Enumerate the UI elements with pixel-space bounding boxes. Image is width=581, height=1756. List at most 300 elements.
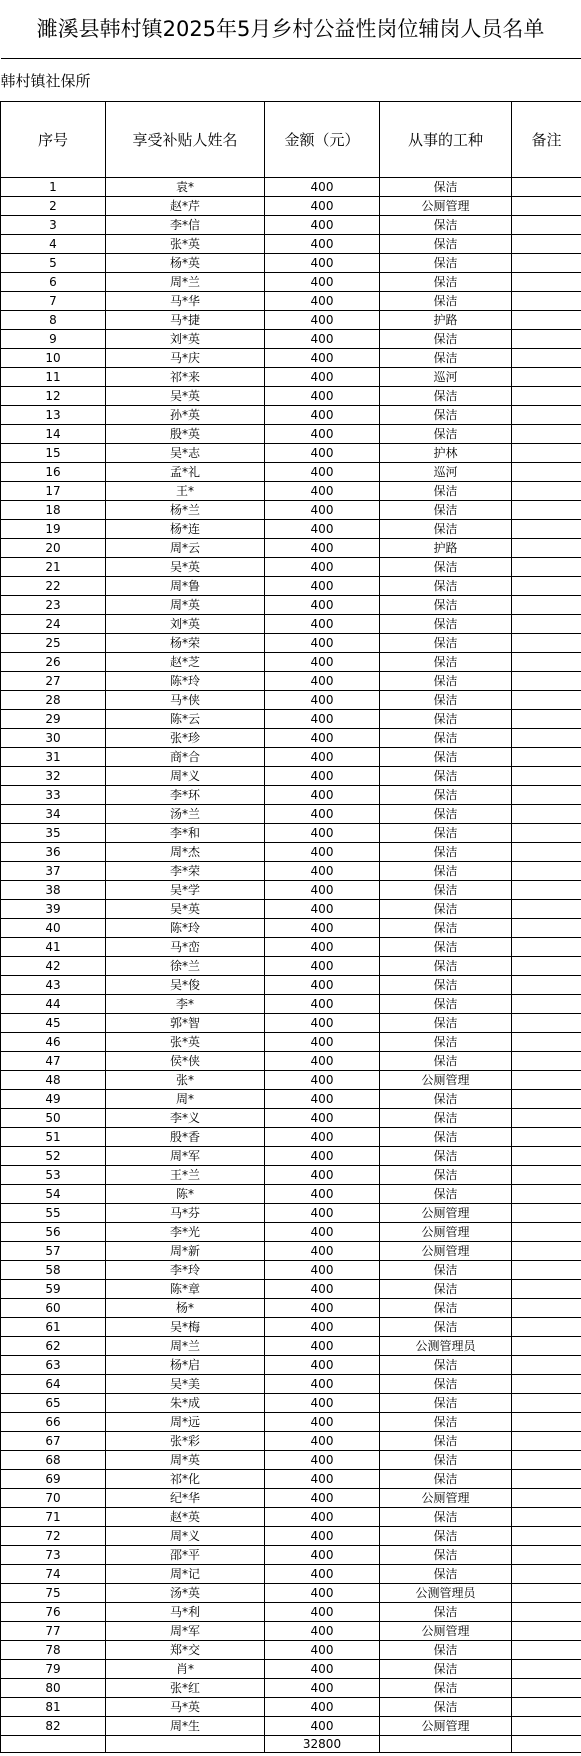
cell-no: 4 (1, 235, 106, 254)
cell-job: 保洁 (380, 1356, 512, 1375)
table-row (1, 1451, 581, 1470)
table-row (1, 767, 581, 786)
cell-note (512, 1584, 581, 1603)
cell-job: 保洁 (380, 767, 512, 786)
cell-no: 63 (1, 1356, 106, 1375)
cell-note (512, 1622, 581, 1641)
cell-name: 杨*启 (106, 1356, 265, 1375)
cell-job: 保洁 (380, 482, 512, 501)
cell-name: 袁* (106, 178, 265, 197)
table-row (1, 368, 581, 387)
cell-no: 19 (1, 520, 106, 539)
cell-no: 48 (1, 1071, 106, 1090)
cell-name: 祁*来 (106, 368, 265, 387)
table-row (1, 748, 581, 767)
header-note: 备注 (512, 102, 581, 178)
cell-name: 陈*章 (106, 1280, 265, 1299)
cell-amount: 400 (265, 482, 380, 501)
cell-amount: 400 (265, 520, 380, 539)
cell-amount: 400 (265, 539, 380, 558)
unit-label: 韩村镇社保所 (1, 59, 581, 102)
cell-name: 陈*玲 (106, 672, 265, 691)
cell-note (512, 1641, 581, 1660)
cell-note (512, 1508, 581, 1527)
cell-no: 13 (1, 406, 106, 425)
table-row (1, 577, 581, 596)
cell-no: 77 (1, 1622, 106, 1641)
cell-name: 汤*英 (106, 1584, 265, 1603)
cell-no: 65 (1, 1394, 106, 1413)
cell-job: 保洁 (380, 938, 512, 957)
cell-job: 公厕管理 (380, 1204, 512, 1223)
table-row (1, 786, 581, 805)
cell-note (512, 558, 581, 577)
cell-name: 刘*英 (106, 330, 265, 349)
table-row (1, 995, 581, 1014)
cell-job: 保洁 (380, 292, 512, 311)
cell-amount: 400 (265, 1508, 380, 1527)
cell-no: 60 (1, 1299, 106, 1318)
table-row (1, 311, 581, 330)
table-row (1, 444, 581, 463)
cell-amount: 400 (265, 1356, 380, 1375)
cell-amount: 400 (265, 729, 380, 748)
cell-job: 保洁 (380, 596, 512, 615)
cell-no: 64 (1, 1375, 106, 1394)
cell-job: 保洁 (380, 1698, 512, 1717)
cell-job: 保洁 (380, 1166, 512, 1185)
cell-name: 马*华 (106, 292, 265, 311)
cell-note (512, 1280, 581, 1299)
table-row (1, 843, 581, 862)
cell-job: 公厕管理 (380, 1717, 512, 1736)
cell-note (512, 178, 581, 197)
cell-job: 保洁 (380, 843, 512, 862)
cell-amount: 400 (265, 178, 380, 197)
cell-no: 38 (1, 881, 106, 900)
cell-amount: 400 (265, 216, 380, 235)
cell-no: 68 (1, 1451, 106, 1470)
table-row (1, 1128, 581, 1147)
table-row (1, 539, 581, 558)
cell-note (512, 1451, 581, 1470)
table-row (1, 1261, 581, 1280)
cell-note (512, 1337, 581, 1356)
cell-no: 5 (1, 254, 106, 273)
cell-no: 36 (1, 843, 106, 862)
cell-no: 69 (1, 1470, 106, 1489)
cell-note (512, 463, 581, 482)
cell-amount: 400 (265, 824, 380, 843)
cell-note (512, 1223, 581, 1242)
cell-note (512, 653, 581, 672)
cell-amount: 400 (265, 311, 380, 330)
table-row (1, 615, 581, 634)
cell-note (512, 976, 581, 995)
cell-note (512, 520, 581, 539)
total-label (1, 1736, 106, 1753)
cell-amount: 400 (265, 235, 380, 254)
cell-job: 保洁 (380, 1318, 512, 1337)
table-row (1, 1147, 581, 1166)
cell-job: 保洁 (380, 216, 512, 235)
cell-job: 保洁 (380, 1014, 512, 1033)
cell-job: 巡河 (380, 368, 512, 387)
cell-amount: 400 (265, 1432, 380, 1451)
cell-name: 马*侠 (106, 691, 265, 710)
cell-job: 保洁 (380, 1546, 512, 1565)
cell-no: 20 (1, 539, 106, 558)
table-row (1, 653, 581, 672)
cell-job: 保洁 (380, 1033, 512, 1052)
cell-amount: 400 (265, 1603, 380, 1622)
cell-amount: 400 (265, 273, 380, 292)
cell-name: 郭*智 (106, 1014, 265, 1033)
cell-note (512, 1489, 581, 1508)
cell-note (512, 1204, 581, 1223)
cell-amount: 400 (265, 1242, 380, 1261)
header-no: 序号 (1, 102, 106, 178)
table-row (1, 330, 581, 349)
cell-no: 40 (1, 919, 106, 938)
cell-no: 45 (1, 1014, 106, 1033)
cell-amount: 400 (265, 1698, 380, 1717)
cell-no: 79 (1, 1660, 106, 1679)
cell-no: 44 (1, 995, 106, 1014)
cell-note (512, 596, 581, 615)
cell-amount: 400 (265, 558, 380, 577)
cell-note (512, 1185, 581, 1204)
cell-job: 保洁 (380, 349, 512, 368)
cell-job: 保洁 (380, 1470, 512, 1489)
table-row (1, 824, 581, 843)
table-row (1, 425, 581, 444)
cell-amount: 400 (265, 444, 380, 463)
cell-note (512, 330, 581, 349)
cell-amount: 400 (265, 767, 380, 786)
cell-note (512, 957, 581, 976)
cell-amount: 400 (265, 368, 380, 387)
table-row (1, 387, 581, 406)
table-row (1, 463, 581, 482)
cell-note (512, 710, 581, 729)
cell-note (512, 1071, 581, 1090)
cell-job: 保洁 (380, 672, 512, 691)
cell-no: 46 (1, 1033, 106, 1052)
header-job: 从事的工种 (380, 102, 512, 178)
staff-list-table (0, 58, 581, 1753)
cell-job: 保洁 (380, 1451, 512, 1470)
header-amount: 金额（元） (265, 102, 380, 178)
cell-job: 护路 (380, 311, 512, 330)
cell-name: 张*珍 (106, 729, 265, 748)
cell-note (512, 197, 581, 216)
table-row (1, 1242, 581, 1261)
cell-name: 周*杰 (106, 843, 265, 862)
cell-amount: 400 (265, 748, 380, 767)
cell-name: 周*兰 (106, 273, 265, 292)
cell-job: 公测管理员 (380, 1584, 512, 1603)
cell-amount: 400 (265, 1109, 380, 1128)
cell-name: 孙*英 (106, 406, 265, 425)
cell-job: 保洁 (380, 425, 512, 444)
table-row (1, 1717, 581, 1736)
cell-name: 张*彩 (106, 1432, 265, 1451)
cell-note (512, 881, 581, 900)
cell-job: 保洁 (380, 1109, 512, 1128)
cell-note (512, 425, 581, 444)
cell-no: 67 (1, 1432, 106, 1451)
cell-note (512, 786, 581, 805)
table-row (1, 254, 581, 273)
cell-job: 保洁 (380, 1147, 512, 1166)
cell-amount: 400 (265, 406, 380, 425)
cell-amount: 400 (265, 1451, 380, 1470)
cell-amount: 400 (265, 843, 380, 862)
cell-note (512, 1375, 581, 1394)
cell-job: 保洁 (380, 1299, 512, 1318)
cell-amount: 400 (265, 634, 380, 653)
cell-name: 吴*美 (106, 1375, 265, 1394)
cell-note (512, 1565, 581, 1584)
header-name: 享受补贴人姓名 (106, 102, 265, 178)
cell-amount: 400 (265, 1204, 380, 1223)
cell-no: 6 (1, 273, 106, 292)
cell-note (512, 729, 581, 748)
cell-no: 34 (1, 805, 106, 824)
cell-job: 保洁 (380, 1052, 512, 1071)
cell-no: 50 (1, 1109, 106, 1128)
cell-name: 侯*侠 (106, 1052, 265, 1071)
cell-no: 82 (1, 1717, 106, 1736)
cell-job: 护路 (380, 539, 512, 558)
cell-name: 陈*云 (106, 710, 265, 729)
cell-name: 吴*英 (106, 387, 265, 406)
cell-amount: 400 (265, 1679, 380, 1698)
total-empty (106, 1736, 265, 1753)
cell-job: 保洁 (380, 330, 512, 349)
cell-name: 祁*化 (106, 1470, 265, 1489)
cell-no: 55 (1, 1204, 106, 1223)
cell-note (512, 1470, 581, 1489)
cell-amount: 400 (265, 957, 380, 976)
cell-name: 马*芬 (106, 1204, 265, 1223)
cell-no: 78 (1, 1641, 106, 1660)
cell-amount: 400 (265, 1223, 380, 1242)
cell-amount: 400 (265, 349, 380, 368)
cell-amount: 400 (265, 1052, 380, 1071)
cell-name: 李* (106, 995, 265, 1014)
cell-amount: 400 (265, 1147, 380, 1166)
cell-job: 保洁 (380, 976, 512, 995)
cell-job: 保洁 (380, 634, 512, 653)
cell-amount: 400 (265, 919, 380, 938)
table-row (1, 957, 581, 976)
cell-amount: 400 (265, 577, 380, 596)
cell-job: 保洁 (380, 387, 512, 406)
cell-job: 保洁 (380, 615, 512, 634)
cell-name: 周*兰 (106, 1337, 265, 1356)
cell-note (512, 672, 581, 691)
cell-job: 保洁 (380, 406, 512, 425)
cell-job: 保洁 (380, 653, 512, 672)
cell-job: 公厕管理 (380, 197, 512, 216)
cell-note (512, 1603, 581, 1622)
cell-name: 杨*连 (106, 520, 265, 539)
cell-note (512, 1014, 581, 1033)
cell-note (512, 273, 581, 292)
cell-no: 53 (1, 1166, 106, 1185)
cell-note (512, 1318, 581, 1337)
cell-note (512, 995, 581, 1014)
cell-no: 21 (1, 558, 106, 577)
cell-amount: 400 (265, 786, 380, 805)
cell-job: 保洁 (380, 729, 512, 748)
cell-name: 周* (106, 1090, 265, 1109)
cell-amount: 400 (265, 1584, 380, 1603)
cell-no: 17 (1, 482, 106, 501)
cell-job: 保洁 (380, 1660, 512, 1679)
cell-note (512, 1128, 581, 1147)
cell-amount: 400 (265, 1033, 380, 1052)
table-row (1, 1679, 581, 1698)
cell-name: 纪*华 (106, 1489, 265, 1508)
cell-no: 27 (1, 672, 106, 691)
cell-name: 马*峦 (106, 938, 265, 957)
cell-name: 马*捷 (106, 311, 265, 330)
cell-amount: 400 (265, 1489, 380, 1508)
cell-no: 73 (1, 1546, 106, 1565)
cell-no: 31 (1, 748, 106, 767)
table-row (1, 1527, 581, 1546)
table-row (1, 1565, 581, 1584)
table-row (1, 881, 581, 900)
table-row (1, 1489, 581, 1508)
cell-amount: 400 (265, 672, 380, 691)
table-row (1, 178, 581, 197)
cell-no: 80 (1, 1679, 106, 1698)
cell-no: 58 (1, 1261, 106, 1280)
document-title: 濉溪县韩村镇2025年5月乡村公益性岗位辅岗人员名单 (36, 17, 545, 41)
cell-note (512, 900, 581, 919)
total-row (1, 1736, 581, 1753)
cell-no: 59 (1, 1280, 106, 1299)
cell-name: 吴*英 (106, 900, 265, 919)
table-row (1, 1641, 581, 1660)
cell-name: 李*环 (106, 786, 265, 805)
cell-no: 11 (1, 368, 106, 387)
table-row (1, 1280, 581, 1299)
cell-amount: 400 (265, 862, 380, 881)
cell-job: 保洁 (380, 900, 512, 919)
table-row (1, 596, 581, 615)
cell-job: 公厕管理 (380, 1622, 512, 1641)
cell-amount: 400 (265, 1394, 380, 1413)
cell-amount: 400 (265, 1166, 380, 1185)
cell-name: 吴*学 (106, 881, 265, 900)
table-row (1, 197, 581, 216)
cell-note (512, 767, 581, 786)
cell-note (512, 1299, 581, 1318)
cell-note (512, 1033, 581, 1052)
cell-no: 49 (1, 1090, 106, 1109)
cell-name: 商*合 (106, 748, 265, 767)
cell-note (512, 1109, 581, 1128)
cell-amount: 400 (265, 387, 380, 406)
cell-note (512, 1432, 581, 1451)
table-row (1, 520, 581, 539)
cell-name: 孟*礼 (106, 463, 265, 482)
cell-note (512, 1717, 581, 1736)
table-row (1, 805, 581, 824)
cell-name: 周*义 (106, 767, 265, 786)
table-row (1, 1432, 581, 1451)
cell-no: 29 (1, 710, 106, 729)
cell-name: 李*光 (106, 1223, 265, 1242)
cell-no: 54 (1, 1185, 106, 1204)
cell-name: 周*英 (106, 596, 265, 615)
cell-no: 10 (1, 349, 106, 368)
table-row (1, 1166, 581, 1185)
cell-name: 殷*英 (106, 425, 265, 444)
cell-no: 42 (1, 957, 106, 976)
cell-no: 66 (1, 1413, 106, 1432)
cell-job: 保洁 (380, 254, 512, 273)
cell-no: 56 (1, 1223, 106, 1242)
cell-job: 公厕管理 (380, 1223, 512, 1242)
cell-amount: 400 (265, 1128, 380, 1147)
cell-amount: 400 (265, 463, 380, 482)
cell-name: 邵*平 (106, 1546, 265, 1565)
cell-amount: 400 (265, 1622, 380, 1641)
cell-job: 保洁 (380, 1185, 512, 1204)
cell-amount: 400 (265, 615, 380, 634)
header-row (1, 102, 581, 178)
table-row (1, 558, 581, 577)
cell-name: 马*利 (106, 1603, 265, 1622)
cell-no: 7 (1, 292, 106, 311)
cell-no: 24 (1, 615, 106, 634)
cell-name: 徐*兰 (106, 957, 265, 976)
cell-note (512, 387, 581, 406)
cell-note (512, 482, 581, 501)
cell-job: 保洁 (380, 501, 512, 520)
table-row (1, 1071, 581, 1090)
cell-job: 保洁 (380, 1394, 512, 1413)
cell-note (512, 1166, 581, 1185)
cell-name: 李*义 (106, 1109, 265, 1128)
cell-amount: 400 (265, 938, 380, 957)
cell-job: 保洁 (380, 1603, 512, 1622)
cell-job: 保洁 (380, 1375, 512, 1394)
cell-name: 朱*成 (106, 1394, 265, 1413)
cell-name: 陈* (106, 1185, 265, 1204)
cell-note (512, 919, 581, 938)
cell-amount: 400 (265, 1565, 380, 1584)
cell-amount: 400 (265, 881, 380, 900)
cell-note (512, 216, 581, 235)
table-row (1, 349, 581, 368)
table-row (1, 1508, 581, 1527)
cell-name: 杨*兰 (106, 501, 265, 520)
cell-name: 肖* (106, 1660, 265, 1679)
table-row (1, 1109, 581, 1128)
cell-no: 35 (1, 824, 106, 843)
cell-job: 保洁 (380, 881, 512, 900)
cell-name: 周*记 (106, 1565, 265, 1584)
cell-no: 23 (1, 596, 106, 615)
table-row (1, 482, 581, 501)
